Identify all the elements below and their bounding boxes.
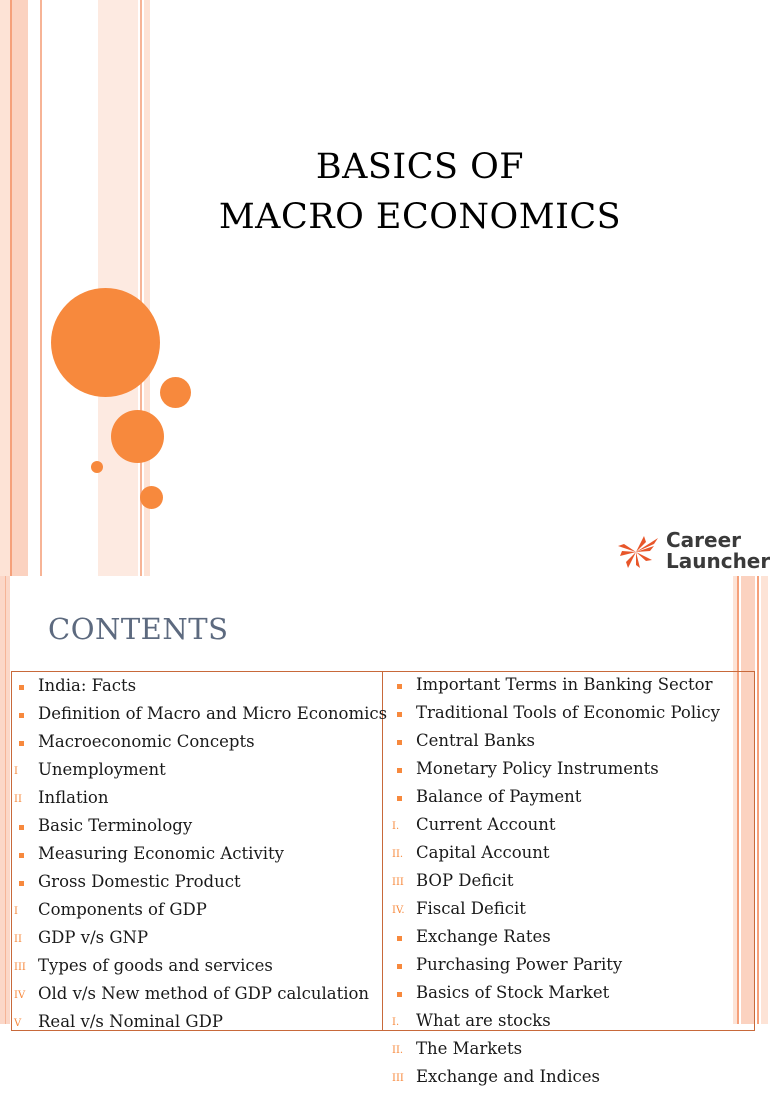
list-number: I. [392,821,400,832]
contents-item-label: Definition of Macro and Micro Economics [38,704,388,723]
contents-item-label: Traditional Tools of Economic Policy [416,703,720,722]
bullet-icon [397,768,402,773]
bullet-icon [397,684,402,689]
contents-item-label: The Markets [416,1039,523,1058]
column-divider [382,671,383,1031]
contents-item-label: Components of GDP [38,900,207,919]
contents-item-label: BOP Deficit [416,871,514,890]
contents-item-label: Unemployment [38,760,166,779]
logo-line-1: Career [666,528,742,552]
list-number: III [14,962,26,973]
contents-item-label: Exchange and Indices [416,1067,600,1086]
list-number: I [14,766,18,777]
decorative-circle-small [160,377,191,408]
list-number: I [14,906,18,917]
list-number: II. [392,849,404,860]
list-number: III [392,877,404,888]
decorative-stripes [0,0,150,576]
contents-item-label: Types of goods and services [38,956,273,975]
contents-item-label: Important Terms in Banking Sector [416,675,713,694]
bullet-icon [19,853,24,858]
list-number: IV [14,990,26,1001]
title-line-2: MACRO ECONOMICS [218,197,622,237]
left-stripe [0,576,10,1024]
contents-item-label: Basic Terminology [38,816,193,835]
decorative-circle-medium [111,410,164,463]
title-line-1: BASICS OF [315,147,525,187]
slide-title [150,142,690,242]
list-number: I. [392,1017,400,1028]
contents-slide [0,576,768,1086]
contents-item-label: GDP v/s GNP [38,928,149,947]
contents-item-label: Fiscal Deficit [416,899,526,918]
contents-item-label: Basics of Stock Market [416,983,610,1002]
bullet-icon [397,796,402,801]
list-number: II [14,934,22,945]
bullet-icon [397,712,402,717]
bullet-icon [19,825,24,830]
contents-item-label: Macroeconomic Concepts [38,732,255,751]
contents-item-label: Measuring Economic Activity [38,844,284,863]
contents-item-label: What are stocks [416,1011,551,1030]
bullet-icon [397,992,402,997]
bullet-icon [397,936,402,941]
career-launcher-logo [614,528,768,576]
contents-item-label: Inflation [38,788,109,807]
contents-item-label: Old v/s New method of GDP calculation [38,984,370,1003]
logo-line-2: Launcher [666,549,770,573]
contents-item-label: Purchasing Power Parity [416,955,623,974]
contents-item-label: Monetary Policy Instruments [416,759,659,778]
bullet-icon [19,685,24,690]
contents-item-label: Gross Domestic Product [38,872,241,891]
contents-item-label: Balance of Payment [416,787,582,806]
contents-item-label: Current Account [416,815,556,834]
contents-item-label: Real v/s Nominal GDP [38,1012,223,1031]
list-number: II [14,794,22,805]
decorative-circle-large [51,288,160,397]
contents-item-label: Capital Account [416,843,550,862]
career-launcher-swirl-icon [614,534,658,570]
list-number: V [14,1018,22,1029]
contents-item-label: India: Facts [38,676,137,695]
decorative-circle-tiny [91,461,103,473]
contents-item-label: Exchange Rates [416,927,551,946]
list-number: II. [392,1045,404,1056]
bullet-icon [19,881,24,886]
bullet-icon [397,964,402,969]
logo-wordmark [666,530,770,572]
bullet-icon [19,713,24,718]
decorative-circle-small-2 [140,486,163,509]
bullet-icon [397,740,402,745]
contents-item-label: Central Banks [416,731,535,750]
contents-heading: CONTENTS [48,612,229,646]
bullet-icon [19,741,24,746]
list-number: III [392,1073,404,1084]
list-number: IV. [392,905,405,916]
